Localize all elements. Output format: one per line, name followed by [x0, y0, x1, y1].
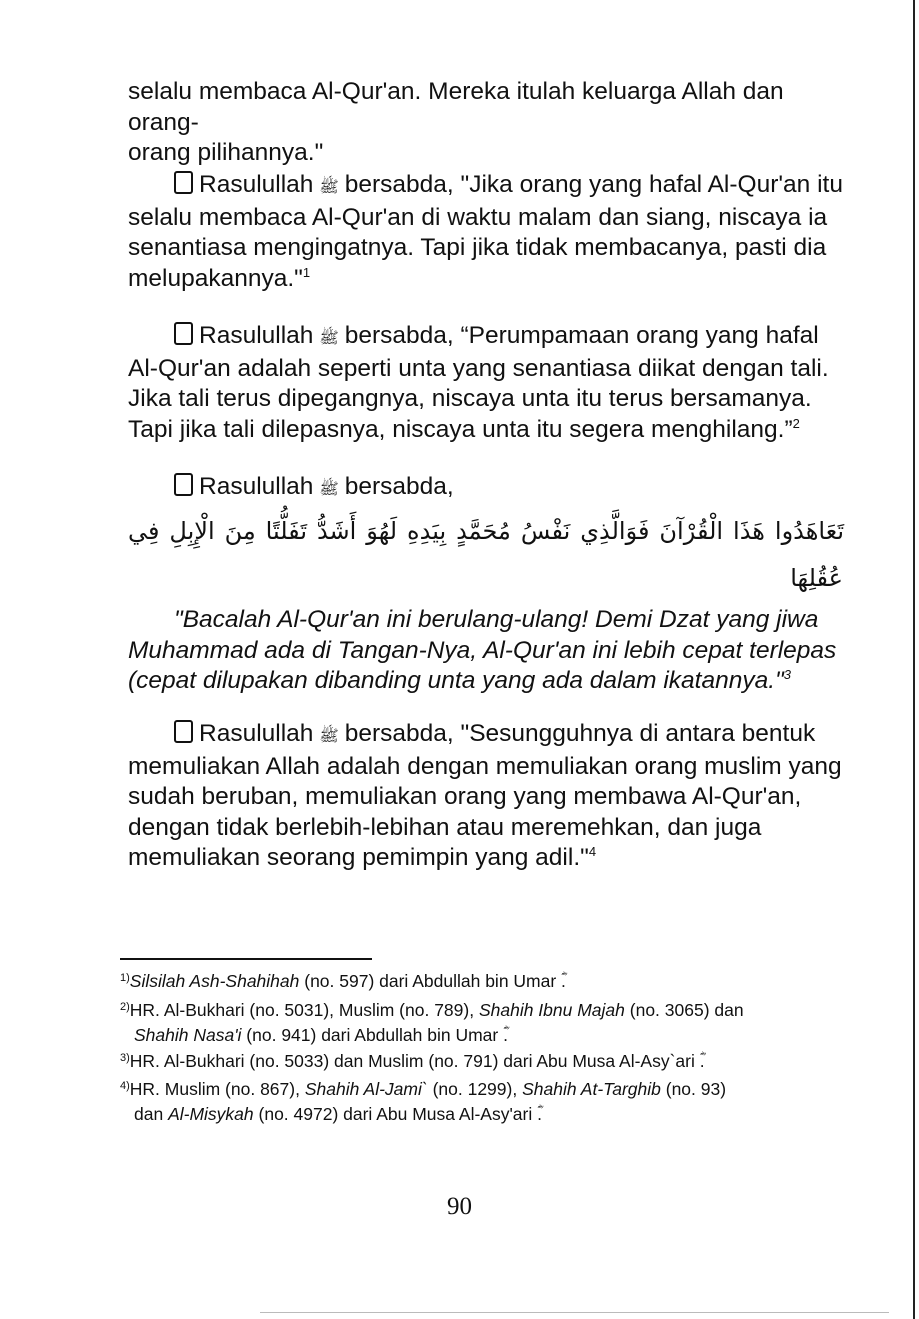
hadith-paragraph-4 — [128, 719, 843, 874]
hadith-3-text: bersabda, — [344, 473, 454, 500]
footnote-source-title: Shahih Al-Jami` — [304, 1079, 428, 1099]
page-bottom-rule — [260, 1312, 889, 1313]
salawat-glyph-icon: ﷺ — [319, 479, 339, 498]
footnote-source-title: Al-Misykah — [168, 1104, 254, 1124]
hadith-1-text: bersabda, "Jika orang yang hafal Al-Qur'an itu selalu membaca Al-Qur'an di waktu malam dan siang, niscaya ia senantiasa mengingatnya. Tapi jika tidak membacanya, pasti dia melupakannya." — [128, 171, 843, 292]
arabic-hadith-line-2: عُقُلِهَا — [790, 564, 843, 592]
intro-paragraph — [128, 77, 843, 169]
footnote-number: 2) — [120, 1001, 130, 1013]
hadith-paragraph-2 — [128, 321, 843, 445]
footnote-1 — [120, 966, 840, 994]
salawat-glyph-icon: ﷺ — [319, 177, 339, 196]
footnote-text: HR. Al-Bukhari (no. 5033) dan Muslim (no. 791) dari Abu Musa Al-Asy`ari ؓ. — [129, 1051, 705, 1071]
footnote-ref-1: 1 — [302, 264, 311, 280]
footnote-text: (no. 3065) dan — [624, 1000, 744, 1020]
footnote-2 — [120, 995, 840, 1048]
footnote-text: (no. 4972) dari Abu Musa Al-Asy'ari ؓ. — [253, 1104, 542, 1124]
footnote-ref-4: 4 — [588, 844, 597, 859]
salawat-glyph-icon: ﷺ — [319, 328, 339, 347]
hadith-paragraph-3-intro — [128, 472, 843, 505]
hadith-3-translation — [128, 605, 843, 697]
footnote-text: dan — [134, 1104, 169, 1124]
footnote-ref-2: 2 — [792, 415, 800, 431]
footnote-3 — [120, 1046, 840, 1074]
footnote-text: (no. 93) — [660, 1079, 727, 1099]
hadith-3-lead: Rasulullah — [199, 473, 314, 500]
intro-line-1: selalu membaca Al-Qur'an. Mereka itulah keluarga Allah dan orang- — [128, 78, 784, 136]
footnote-text: (no. 1299), — [427, 1079, 523, 1099]
intro-line-2: orang pilihannya." — [128, 139, 324, 166]
page-number: 90 — [447, 1193, 472, 1220]
salawat-glyph-icon: ﷺ — [319, 726, 339, 745]
bullet-box-icon — [174, 720, 193, 743]
footnote-source-title: Shahih Ibnu Majah — [478, 1000, 625, 1020]
footnote-4 — [120, 1074, 840, 1127]
footnote-source-title: Shahih At-Targhib — [522, 1079, 661, 1099]
hadith-4-text: bersabda, "Sesungguhnya di antara bentuk memuliakan Allah adalah dengan memuliakan orang muslim yang sudah beruban, memuliakan orang yang membawa Al-Qur'an, dengan tidak berlebih-lebihan atau meremehkan, dan juga memuliakan seorang pemimpin yang adil." — [128, 720, 842, 871]
footnote-number: 3) — [120, 1052, 130, 1064]
hadith-4-lead: Rasulullah — [199, 720, 314, 747]
footnote-ref-3: 3 — [783, 667, 791, 682]
bullet-box-icon — [174, 322, 193, 345]
footnote-text: (no. 597) dari Abdullah bin Umar ؓ. — [299, 971, 566, 991]
hadith-1-lead: Rasulullah — [199, 171, 314, 198]
footnote-text: HR. Al-Bukhari (no. 5031), Muslim (no. 789), — [129, 1000, 479, 1020]
footnote-source-title: Shahih Nasa'i — [134, 1025, 242, 1045]
footnote-text: HR. Muslim (no. 867), — [129, 1079, 305, 1099]
footnote-number: 1) — [120, 972, 130, 984]
page-edge-line — [913, 0, 915, 1319]
footnote-text: (no. 941) dari Abdullah bin Umar ؓ. — [241, 1025, 508, 1045]
hadith-3-translation-text: "Bacalah Al-Qur'an ini berulang-ulang! Demi Dzat yang jiwa Muhammad ada di Tangan-Nya, Al-Qur'an ini lebih cepat terlepas (cepat dilupakan dibanding unta yang ada dalam ikatannya." — [128, 606, 837, 694]
footnote-number: 4) — [120, 1080, 130, 1092]
footnote-divider — [120, 958, 372, 960]
bullet-box-icon — [174, 473, 193, 496]
bullet-box-icon — [174, 171, 193, 194]
hadith-2-lead: Rasulullah — [199, 322, 314, 349]
hadith-paragraph-1 — [128, 170, 843, 294]
arabic-hadith-line-1: تَعَاهَدُوا هَذَا الْقُرْآنَ فَوَالَّذِي نَفْسُ مُحَمَّدٍ بِيَدِهِ لَهُوَ أَشَدُّ تَفَلُّتًا مِنَ الْإِبِلِ فِي — [128, 517, 844, 545]
footnote-source-title: Silsilah Ash-Shahihah — [129, 971, 300, 991]
hadith-2-text: bersabda, “Perumpamaan orang yang hafal Al-Qur'an adalah seperti unta yang senantiasa diikat dengan tali. Jika tali terus dipegangnya, niscaya unta itu terus bersamanya. Tapi jika tali dilepasnya, niscaya unta itu segera menghilang.” — [128, 322, 829, 443]
